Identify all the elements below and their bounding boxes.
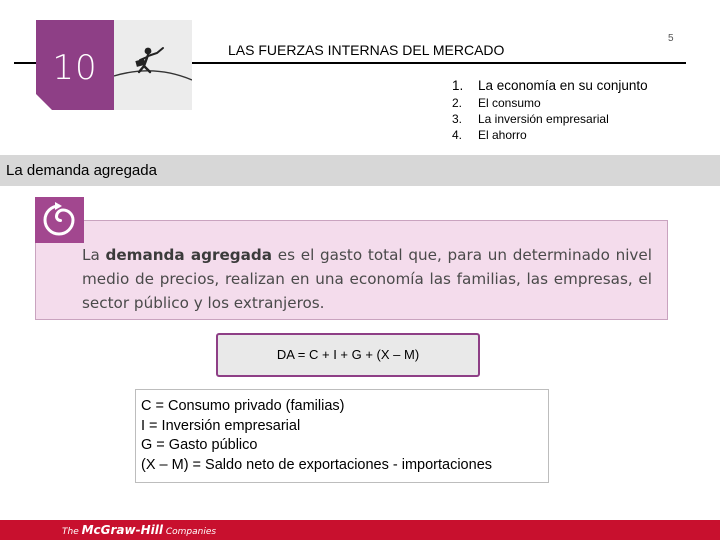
index-item-label: El consumo (478, 96, 541, 110)
chapter-badge (36, 20, 114, 110)
legend (141, 397, 492, 475)
tightrope-walker-photo (114, 20, 192, 110)
spiral-icon (35, 197, 84, 243)
legend-item: (X – M) = Saldo neto de exportaciones - importaciones (141, 456, 493, 473)
definition-text: La demanda agregada es el gasto total que, para un determinado nivel medio de precios, realizan en una economía las familias, las empresas, el sector público y los extranjeros. (82, 246, 652, 312)
header-rule-left (14, 62, 38, 64)
definition-term: demanda agregada (105, 246, 273, 264)
legend-item: G = Gasto público (141, 437, 258, 453)
formula: DA = C + I + G + (X – M) (276, 347, 420, 362)
index-item-2: 2. El consumo (452, 96, 541, 110)
index-item-label: La inversión empresarial (478, 112, 609, 126)
publisher-logo: The McGraw-Hill Companies (62, 523, 217, 537)
topic-index (452, 77, 692, 143)
chapter-badge-fold (36, 94, 52, 110)
chapter-number: 10 (52, 48, 98, 88)
index-item-3: 3. La inversión empresarial (452, 112, 609, 126)
page-number: 5 (668, 33, 674, 44)
page-title: LAS FUERZAS INTERNAS DEL MERCADO (228, 42, 505, 58)
section-title: La demanda agregada (6, 162, 157, 179)
legend-item: I = Inversión empresarial (141, 417, 301, 434)
legend-item: C = Consumo privado (familias) (141, 398, 345, 414)
index-item-1: 1. La economía en su conjunto (452, 78, 648, 93)
index-item-label: El ahorro (478, 128, 527, 142)
index-item-4: 4. El ahorro (452, 128, 527, 142)
index-item-label: La economía en su conjunto (478, 78, 648, 93)
header-rule (192, 62, 686, 64)
